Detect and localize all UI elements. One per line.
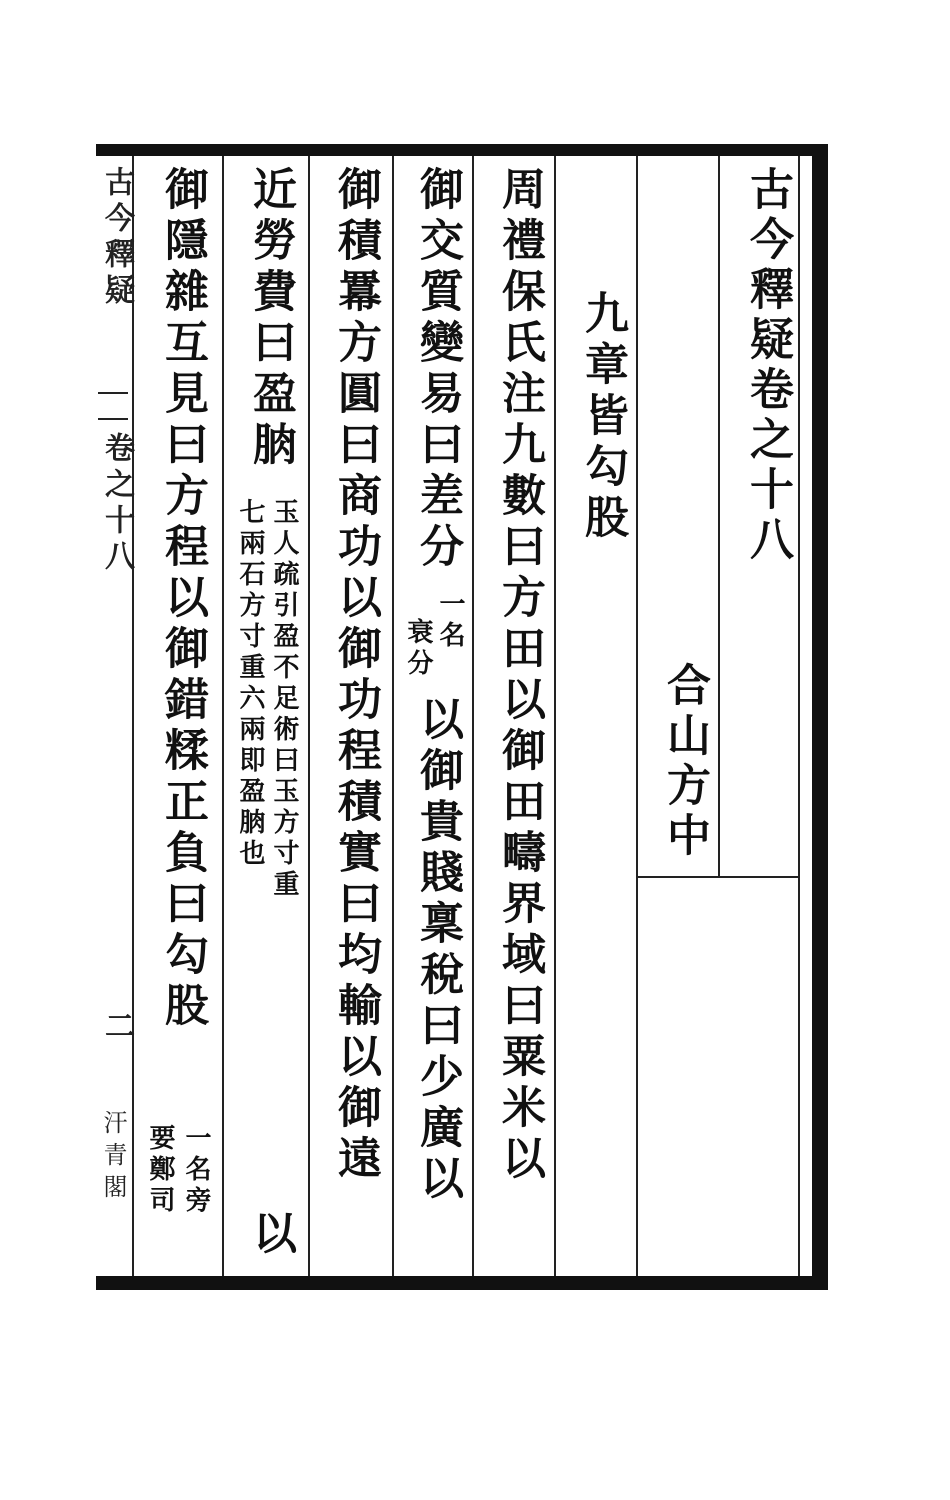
note-cuifen-right: 一名 bbox=[435, 590, 465, 652]
column-rule bbox=[718, 156, 720, 878]
text-column-4-tail: 以 bbox=[245, 1210, 296, 1261]
column-rule bbox=[472, 156, 474, 1276]
column-rule bbox=[636, 156, 638, 1276]
column-rule bbox=[222, 156, 224, 1276]
note-gougu-right: 一名旁 bbox=[181, 1124, 211, 1217]
text-column-2b: 以御貴賤稟稅曰少廣以 bbox=[412, 696, 463, 1206]
fold-margin-volume: 卷之十八 bbox=[99, 432, 134, 576]
fold-margin-press-name: 汗青閣 bbox=[99, 1110, 127, 1206]
author-box-rule bbox=[636, 876, 800, 878]
text-column-3: 御積羃方圓曰商功以御功程積實曰均輸以御遠 bbox=[330, 166, 381, 1186]
frame-bottom-border bbox=[96, 1276, 828, 1290]
note-yingnu-left: 七兩石方寸重六兩即盈朒也 bbox=[235, 498, 265, 870]
column-rule bbox=[308, 156, 310, 1276]
text-column-5: 御隱雜互見曰方程以御錯糅正負曰勾股 bbox=[157, 166, 208, 1033]
text-column-1: 周禮保氏注九數曰方田以御田疇界域曰粟米以 bbox=[494, 166, 545, 1186]
fold-margin-title: 古今釋疑 bbox=[99, 166, 134, 310]
text-column-2a: 御交質變易曰差分 bbox=[412, 166, 463, 574]
frame-right-border bbox=[812, 144, 828, 1290]
column-rule bbox=[392, 156, 394, 1276]
note-gougu-left: 要鄭司 bbox=[145, 1124, 175, 1217]
chapter-heading: 九章皆勾股 bbox=[577, 290, 628, 545]
column-rule bbox=[554, 156, 556, 1276]
author-name: 合山方中 bbox=[659, 662, 710, 862]
note-cuifen-left: 衰分 bbox=[403, 618, 433, 680]
text-column-4: 近勞費曰盈朒 bbox=[245, 166, 296, 472]
fold-margin-rule bbox=[132, 156, 134, 1276]
book-title: 古今釋疑卷之十八 bbox=[742, 166, 793, 566]
fold-margin-page-number: 二 bbox=[99, 1010, 134, 1046]
note-yingnu-right: 玉人疏引盈不足術曰玉方寸重 bbox=[269, 498, 299, 901]
frame-top-border bbox=[96, 144, 828, 156]
fold-margin-fishtail bbox=[98, 392, 128, 420]
